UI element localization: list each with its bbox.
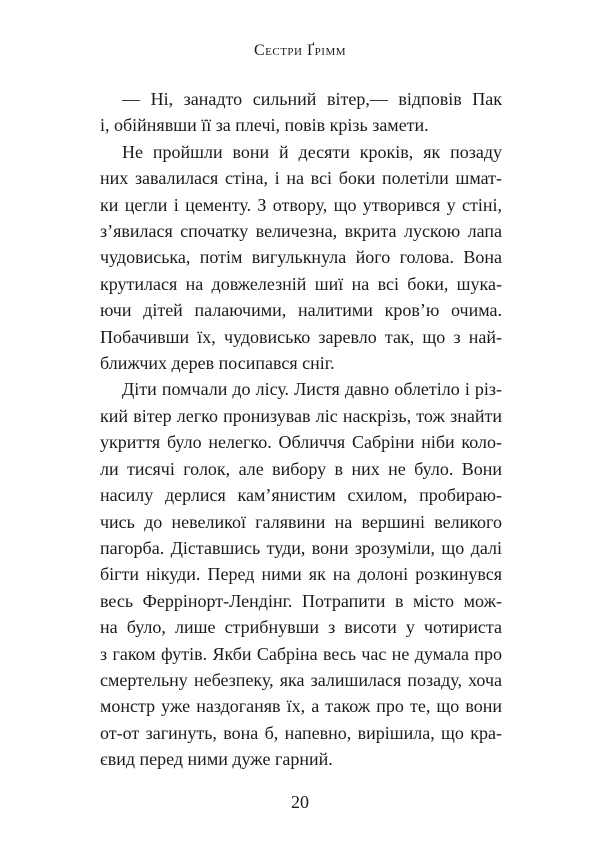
- text-line: пагорба. Діставшись туди, вони зрозуміли, що далі: [100, 537, 502, 558]
- text-line: ближчих дерев посипався сніг.: [100, 353, 335, 374]
- text-line: чудовиська, потім вигулькнула його голова. Вона: [100, 247, 502, 268]
- paragraph-2: [100, 139, 502, 377]
- text-line: — Ні, занадто сильний вітер,— відповів Пак: [122, 89, 502, 109]
- paragraph-1: [100, 86, 502, 139]
- text-line: кий вітер легко пронизував ліс наскрізь, тож знайти: [100, 405, 502, 426]
- paragraph-3: [100, 376, 502, 772]
- body-text: [100, 86, 502, 773]
- text-line: бігти нікуди. Перед ними як на долоні розкинувся: [100, 564, 502, 585]
- text-line: Діти помчали до лісу. Листя давно облетіло і різ-: [122, 379, 502, 400]
- text-line: ючи дітей палаючими, налитими кров’ю очима.: [100, 300, 502, 321]
- text-line: ли тисячі голок, але вибору в них не було. Вони: [100, 458, 502, 479]
- page-number: 20: [291, 792, 309, 812]
- running-header: Сестри Ґрімм: [253, 42, 347, 59]
- text-line: на було, лише стрибнувши з висоти у чотириста: [100, 617, 502, 638]
- text-line: монстр уже наздоганяв їх, а також про те, що вони: [100, 696, 502, 717]
- text-line: чись до невеликої галявини на вершині великого: [100, 511, 502, 532]
- text-line: Не пройшли вони й десяти кроків, як позаду: [122, 141, 502, 162]
- text-line: крутилася на довжелезній шиї на всі боки, шука-: [100, 273, 502, 294]
- text-line: них завалилася стіна, і на всі боки полетіли шмат-: [100, 168, 502, 189]
- text-line: з гаком футів. Якби Сабріна весь час не думала про: [100, 643, 502, 664]
- text-line: весь Феррінорт-Лендінг. Потрапити в місто мож-: [100, 590, 502, 611]
- text-line: і, обійнявши її за плечі, повів крізь замети.: [100, 115, 429, 136]
- text-line: смертельну небезпеку, яка залишилася позаду, хоча: [100, 669, 502, 690]
- text-line: насилу дерлися кам’янистим схилом, пробираю-: [100, 485, 502, 506]
- text-line: от-от загинуть, вона б, напевно, вирішила, що кра-: [100, 722, 502, 743]
- text-line: євид перед ними дуже гарний.: [100, 749, 333, 770]
- text-line: Побачивши їх, чудовисько заревло так, що з най-: [100, 326, 502, 347]
- text-line: укриття було нелегко. Обличчя Сабріни ніби коло-: [100, 432, 502, 453]
- text-line: ки цегли і цементу. З отвору, що утворився у стіні,: [100, 194, 502, 215]
- text-line: з’явилася спочатку величезна, вкрита лускою лапа: [100, 221, 502, 242]
